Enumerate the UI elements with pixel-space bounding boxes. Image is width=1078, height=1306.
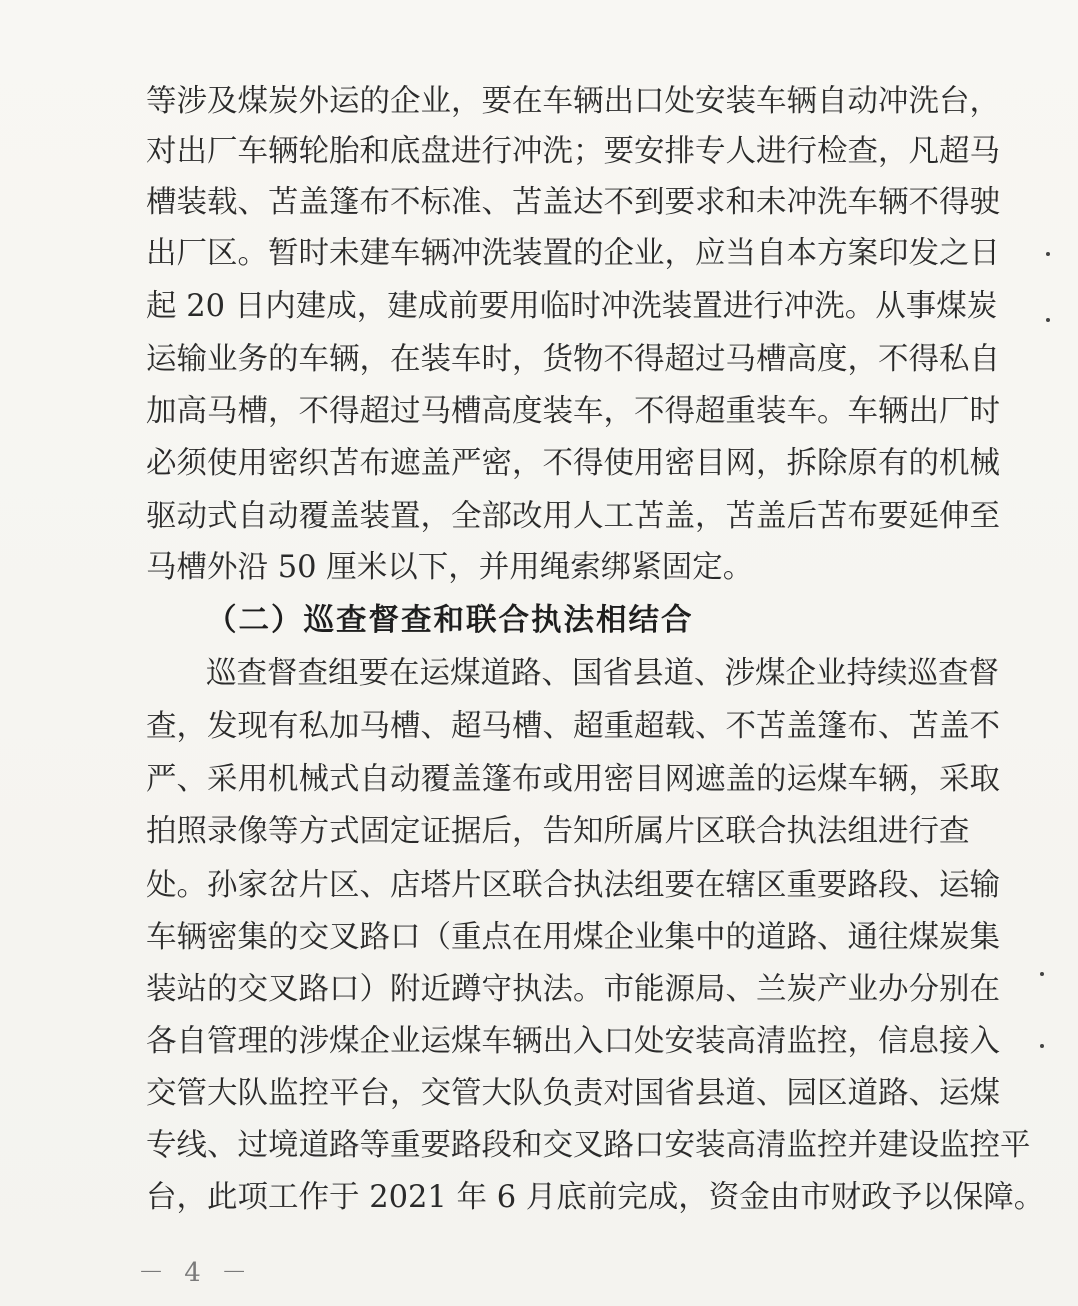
body-line: 车辆密集的交叉路口（重点在用煤企业集中的道路、通往煤炭集 xyxy=(146,920,1000,955)
body-line: 驱动式自动覆盖装置，全部改用人工苫盖，苫盖后苫布要延伸至 xyxy=(146,499,1000,534)
body-line: 交管大队监控平台，交管大队负责对国省县道、园区道路、运煤 xyxy=(146,1076,1000,1111)
body-line: 起 20 日内建成，建成前要用临时冲洗装置进行冲洗。从事煤炭 xyxy=(146,289,998,324)
body-line: 巡查督查组要在运煤道路、国省县道、涉煤企业持续巡查督 xyxy=(206,656,999,691)
body-line: 对出厂车辆轮胎和底盘进行冲洗；要安排专人进行检查，凡超马 xyxy=(146,134,1000,169)
body-line: 马槽外沿 50 厘米以下，并用绳索绑紧固定。 xyxy=(146,550,754,585)
scan-speck xyxy=(1046,252,1050,256)
page-number: － 4 － xyxy=(138,1258,254,1288)
body-line: 拍照录像等方式固定证据后，告知所属片区联合执法组进行查 xyxy=(146,814,970,849)
section-heading: （二）巡查督查和联合执法相结合 xyxy=(206,602,694,638)
body-line: 等涉及煤炭外运的企业，要在车辆出口处安装车辆自动冲洗台， xyxy=(146,84,1000,119)
body-line: 装站的交叉路口）附近蹲守执法。市能源局、兰炭产业办分别在 xyxy=(146,972,1000,1007)
scan-speck xyxy=(1046,318,1050,322)
body-line: 查，发现有私加马槽、超马槽、超重超载、不苫盖篷布、苫盖不 xyxy=(146,709,1000,744)
scan-speck xyxy=(1040,1044,1044,1048)
scan-speck xyxy=(1040,972,1044,976)
body-line: 加高马槽，不得超过马槽高度装车，不得超重装车。车辆出厂时 xyxy=(146,394,1000,429)
body-line: 台，此项工作于 2021 年 6 月底前完成，资金由市财政予以保障。 xyxy=(146,1180,1045,1215)
body-line: 各自管理的涉煤企业运煤车辆出入口处安装高清监控，信息接入 xyxy=(146,1024,1000,1059)
body-line: 槽装载、苫盖篷布不标准、苫盖达不到要求和未冲洗车辆不得驶 xyxy=(146,185,1000,220)
body-line: 严、采用机械式自动覆盖篷布或用密目网遮盖的运煤车辆，采取 xyxy=(146,762,1000,797)
body-line: 运输业务的车辆，在装车时，货物不得超过马槽高度，不得私自 xyxy=(146,342,1000,377)
body-line: 处。孙家岔片区、店塔片区联合执法组要在辖区重要路段、运输 xyxy=(146,868,1000,903)
body-line: 专线、过境道路等重要路段和交叉路口安装高清监控并建设监控平 xyxy=(146,1128,1031,1163)
body-line: 必须使用密织苫布遮盖严密，不得使用密目网，拆除原有的机械 xyxy=(146,446,1000,481)
body-line: 出厂区。暂时未建车辆冲洗装置的企业，应当自本方案印发之日 xyxy=(146,236,1000,271)
